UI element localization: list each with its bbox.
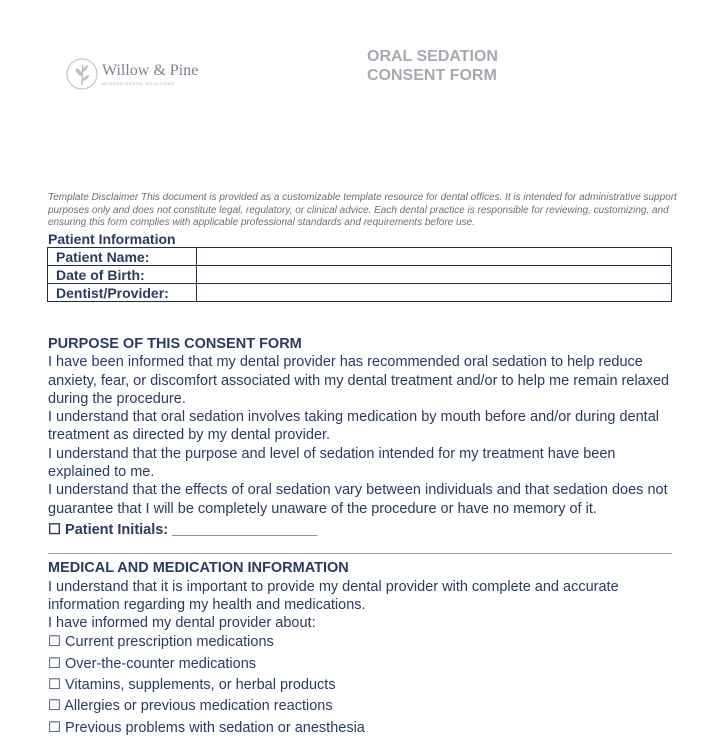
section-divider: [48, 553, 672, 554]
checklist-item[interactable]: ☐ Over-the-counter medications: [48, 655, 257, 672]
medical-paragraph: I understand that it is important to provide my dental provider with complete and accurate information regarding my health and medications.: [48, 578, 619, 613]
purpose-paragraph: I have been informed that my dental provider has recommended oral sedation to help reduce anxiety, fear, or discomfort associated with my dental treatment and/or to help me remain relaxed during the procedure.: [48, 354, 670, 407]
form-title: [367, 47, 498, 85]
purpose-heading: PURPOSE OF THIS CONSENT FORM: [48, 336, 302, 352]
leaf-logo-icon: [66, 58, 98, 90]
date-of-birth-label: Date of Birth:: [48, 266, 197, 284]
logo-name: Willow & Pine: [102, 62, 199, 79]
patient-info-heading: Patient Information: [48, 231, 176, 247]
patient-name-field[interactable]: [197, 248, 672, 266]
patient-name-label: Patient Name:: [48, 248, 197, 266]
patient-initials-field[interactable]: ☐ Patient Initials: __________________: [48, 521, 318, 538]
dentist-provider-field[interactable]: [197, 284, 672, 302]
practice-logo: [66, 58, 198, 90]
medication-checklist: [48, 632, 680, 738]
table-row: [48, 266, 672, 284]
checklist-item[interactable]: ☐ Vitamins, supplements, or herbal products: [48, 677, 336, 694]
purpose-paragraph: I understand that the purpose and level of sedation intended for my treatment have been explained to me.: [48, 445, 616, 481]
patient-info-table: [47, 247, 672, 302]
table-row: [48, 284, 672, 302]
form-title-line-2: CONSENT FORM: [367, 67, 497, 84]
medical-paragraph: I have informed my dental provider about:: [48, 615, 316, 632]
date-of-birth-field[interactable]: [197, 266, 672, 284]
logo-tagline: MODERN DENTAL SOLUTIONS: [102, 81, 175, 86]
table-row: [48, 248, 672, 266]
purpose-paragraph: I understand that the effects of oral sedation vary between individuals and that sedation does not guarantee that I will be completely unaware of the procedure or have no memory of it.: [48, 482, 668, 517]
dentist-provider-label: Dentist/Provider:: [48, 284, 197, 302]
checklist-item[interactable]: ☐ Previous problems with sedation or anesthesia: [48, 719, 365, 736]
template-disclaimer: Template Disclaimer This document is provided as a customizable template resource for dental offices. It is intended for administrative support purposes only and does not constitute legal, regulatory, or clinical advice. Each dental practice is responsible for reviewing, customizing, and ensuring this form complies with applicable professional standards and requirements before use.: [48, 192, 677, 228]
purpose-paragraph: I understand that oral sedation involves taking medication by mouth before and/or during dental treatment as directed by my dental provider.: [48, 409, 659, 444]
checklist-item[interactable]: ☐ Current prescription medications: [48, 634, 274, 651]
form-body: [48, 335, 680, 739]
checklist-item[interactable]: ☐ Allergies or previous medication reactions: [48, 698, 333, 715]
medical-heading: MEDICAL AND MEDICATION INFORMATION: [48, 560, 349, 577]
form-title-line-1: ORAL SEDATION: [367, 48, 498, 65]
